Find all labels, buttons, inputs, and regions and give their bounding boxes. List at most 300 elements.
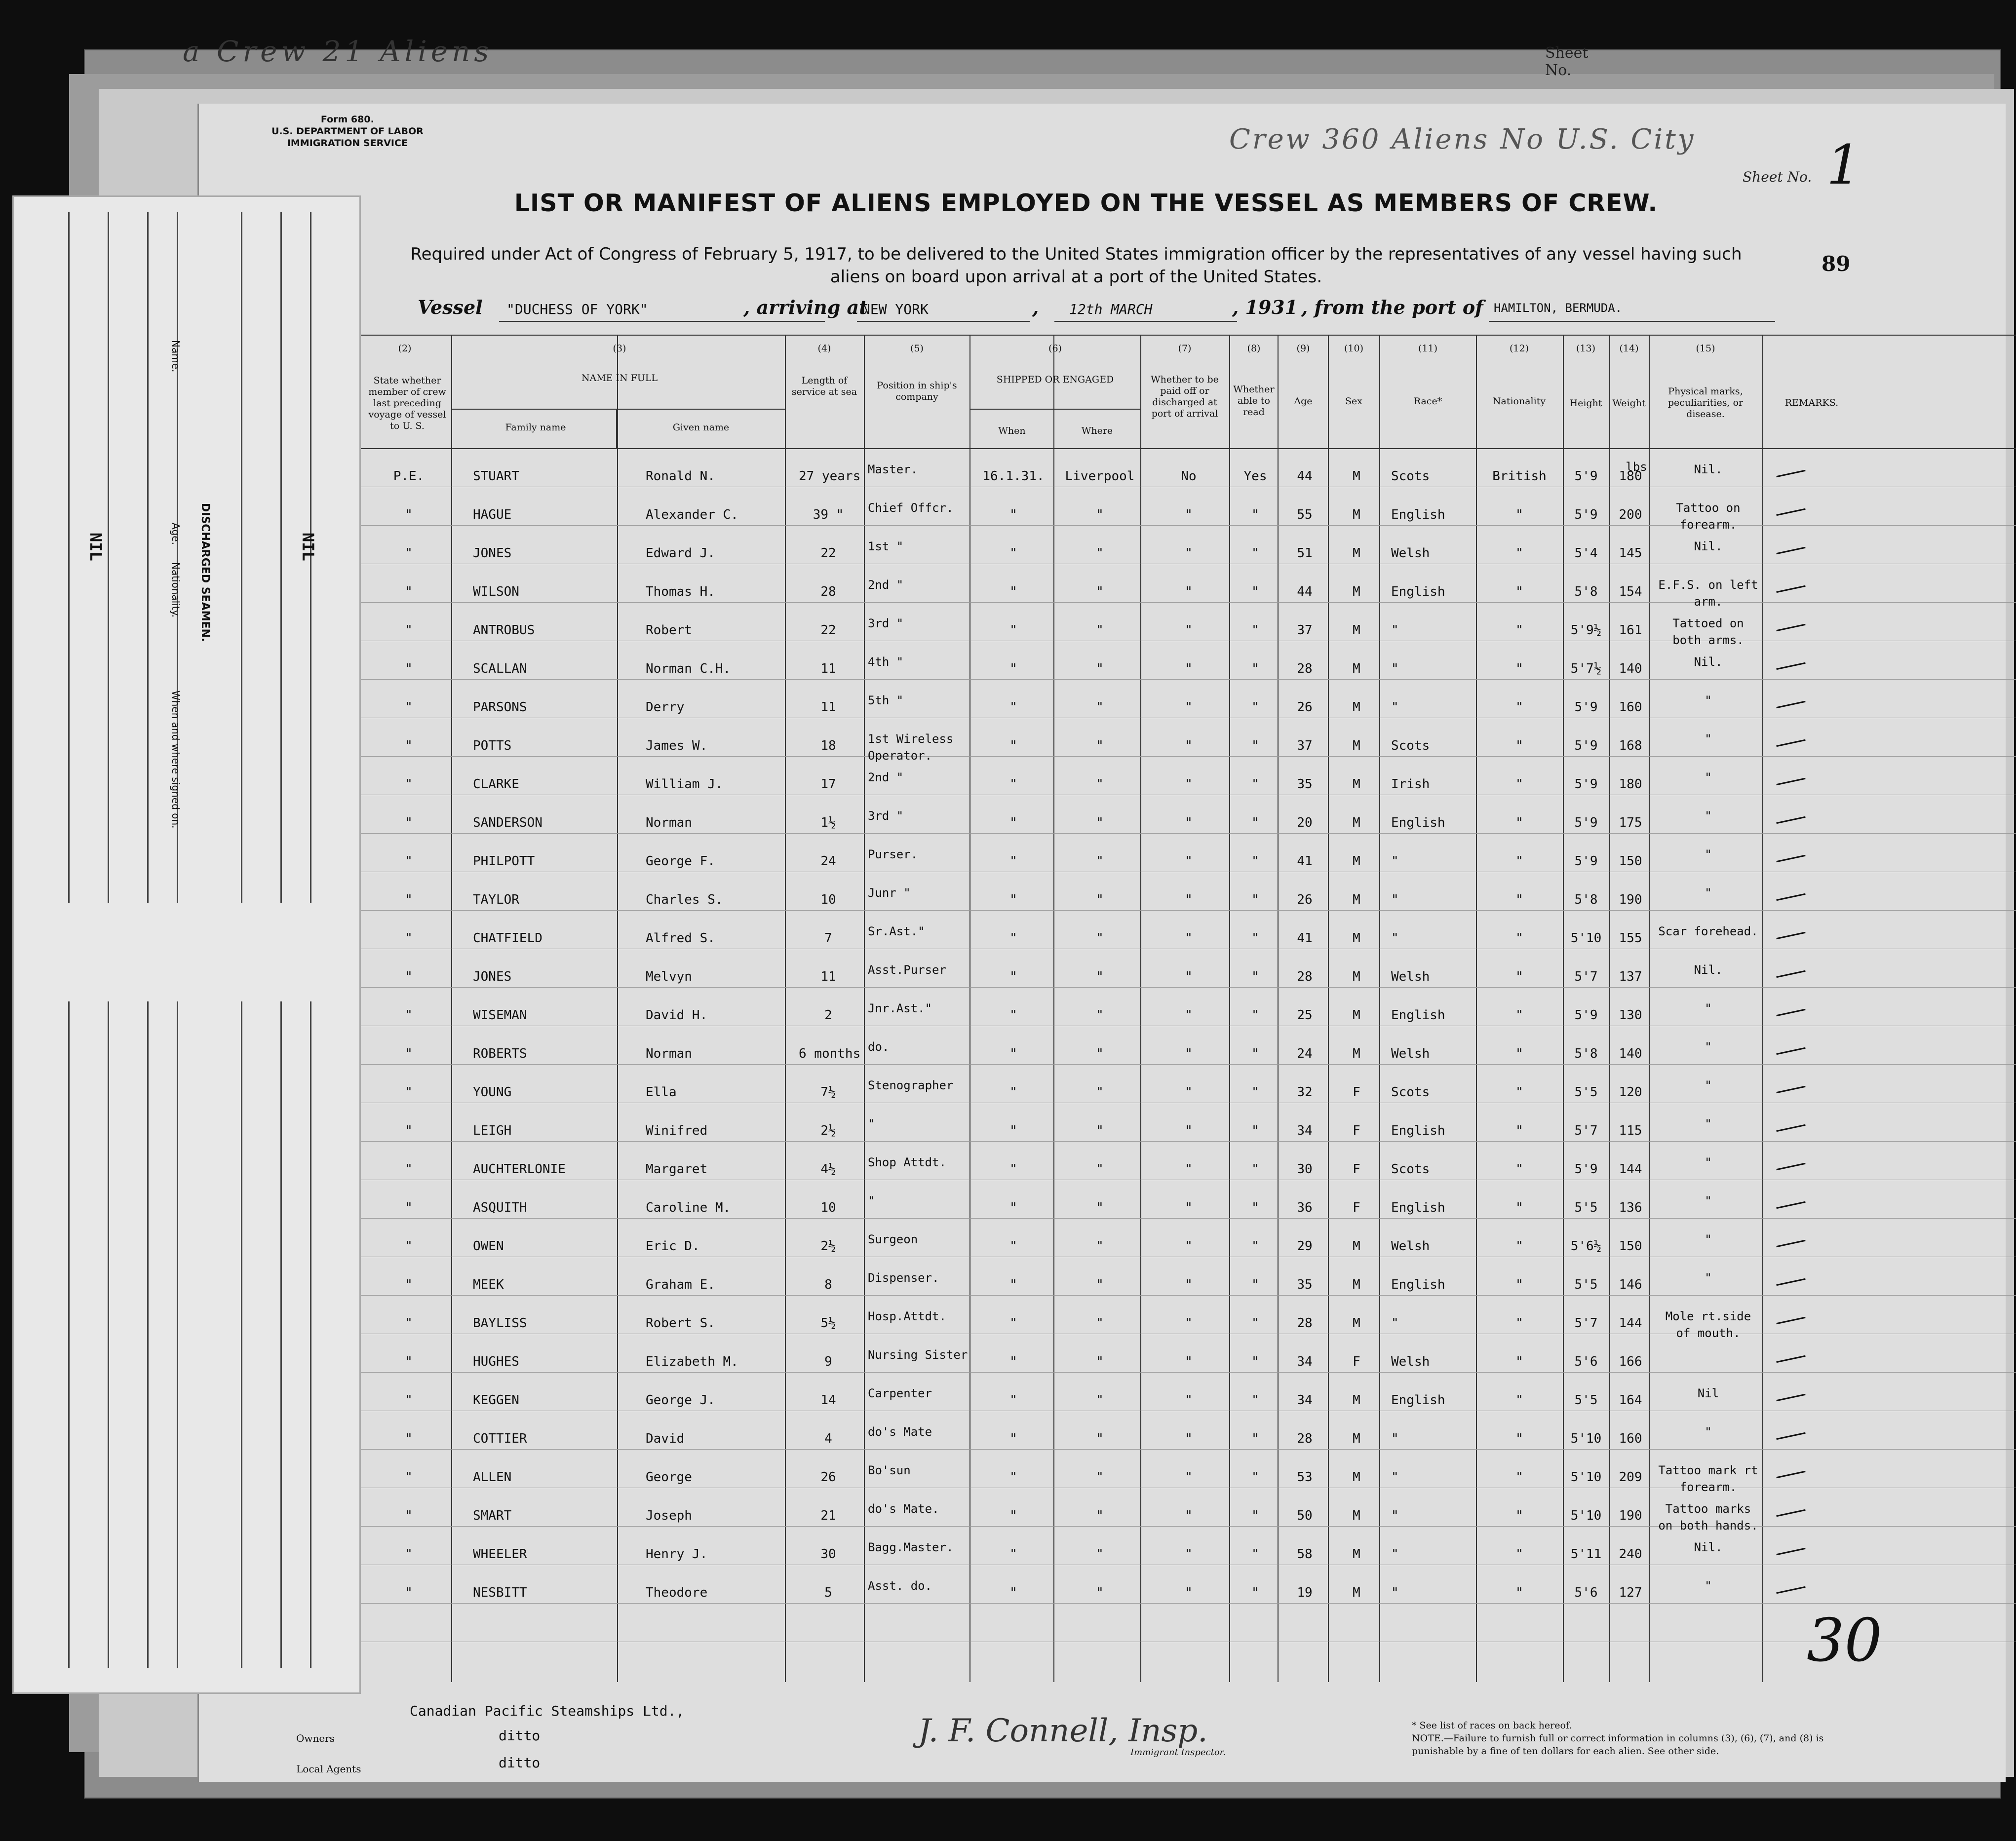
year-value: 31 [1272, 296, 1298, 318]
cell-where: " [1096, 1200, 1104, 1215]
cell-read: " [1251, 1008, 1259, 1023]
cell-family: MEEK [473, 1277, 504, 1292]
cell-weight: 130 [1619, 1008, 1642, 1023]
cell-family: ROBERTS [473, 1046, 527, 1061]
cell-paid: " [1185, 777, 1193, 792]
cell-weight: 144 [1619, 1162, 1642, 1177]
remark-tick [1776, 585, 1805, 593]
cell-family: ALLEN [473, 1470, 512, 1485]
cell-sex: M [1353, 469, 1360, 484]
cell-prev: " [405, 1200, 413, 1215]
col-remarks-header: REMARKS. [1784, 397, 1839, 408]
remark-tick [1776, 1548, 1805, 1555]
cell-read: " [1251, 623, 1259, 638]
cell-marks: Nil. [1694, 539, 1723, 553]
slip-rule [310, 1001, 311, 1668]
cell-where: " [1096, 700, 1104, 715]
cell-sex: F [1353, 1085, 1360, 1100]
cell-height: 5'10 [1570, 931, 1602, 946]
cell-given: Norman [646, 815, 692, 830]
cell-nationality: " [1515, 931, 1523, 946]
cell-paid: " [1185, 1200, 1193, 1215]
col-8-header: Whether able to read [1233, 384, 1275, 418]
table-row [359, 685, 2016, 724]
cell-when: " [1009, 1354, 1017, 1369]
cell-nationality: " [1515, 1431, 1523, 1446]
cell-given: Ronald N. [646, 469, 715, 484]
cell-when: " [1009, 623, 1017, 638]
col-2-num: (2) [398, 343, 412, 354]
remark-tick [1776, 1471, 1805, 1478]
cell-position: Shop Attdt. [868, 1155, 946, 1169]
cell-read: " [1251, 1123, 1259, 1138]
cell-read: " [1251, 969, 1259, 984]
cell-weight: 154 [1619, 584, 1642, 599]
cell-prev: " [405, 815, 413, 830]
cell-given: Alfred S. [646, 931, 715, 946]
cell-marks: " [1705, 809, 1712, 823]
cell-service: 5½ [820, 1316, 836, 1331]
cell-service: 30 [820, 1547, 836, 1562]
cell-height: 5'9 [1574, 507, 1598, 522]
cell-where: " [1096, 1008, 1104, 1023]
cell-nationality: " [1515, 1046, 1523, 1061]
cell-sex: M [1353, 584, 1360, 599]
cell-read: Yes [1243, 469, 1267, 484]
cell-sex: M [1353, 931, 1360, 946]
cell-given: Norman [646, 1046, 692, 1061]
slip-col-age: Age. [170, 523, 182, 545]
remark-tick [1776, 1278, 1805, 1286]
cell-nationality: " [1515, 700, 1523, 715]
cell-prev: " [405, 584, 413, 599]
top-handwritten-note: a Crew 21 Aliens [183, 35, 493, 68]
cell-prev: " [405, 1547, 413, 1562]
sheet-no-label: Sheet No. [1743, 169, 1812, 185]
cell-age: 44 [1297, 584, 1313, 599]
cell-sex: M [1353, 1470, 1360, 1485]
cell-where: " [1096, 1316, 1104, 1331]
page-number: 89 [1822, 252, 1851, 276]
cell-paid: No [1181, 469, 1197, 484]
cell-position: 1st " [868, 539, 904, 553]
cell-family: PHILPOTT [473, 854, 535, 869]
cell-nationality: " [1515, 892, 1523, 907]
cell-service: 27 years [799, 469, 861, 484]
col-13-num: (13) [1576, 343, 1595, 354]
cell-height: 5'5 [1574, 1200, 1598, 1215]
cell-given: George J. [646, 1393, 715, 1408]
cell-position: Nursing Sister [868, 1348, 968, 1362]
cell-marks: " [1705, 693, 1712, 707]
cell-weight: 140 [1619, 1046, 1642, 1061]
cell-height: 5'11 [1570, 1547, 1602, 1562]
cell-sex: M [1353, 1008, 1360, 1023]
cell-read: " [1251, 1585, 1259, 1600]
cell-family: STUART [473, 469, 519, 484]
from-label: , from the port of [1301, 296, 1483, 318]
cell-height: 5'9 [1574, 815, 1598, 830]
table-row [359, 647, 2016, 685]
table-row [359, 1109, 2016, 1147]
cell-age: 26 [1297, 700, 1313, 715]
cell-marks: Scar forehead. [1658, 924, 1758, 938]
cell-given: Alexander C. [646, 507, 738, 522]
cell-when: " [1009, 1508, 1017, 1523]
cell-service: 2 [824, 1008, 832, 1023]
cell-prev: " [405, 969, 413, 984]
page-title: LIST OR MANIFEST OF ALIENS EMPLOYED ON THE VESSEL AS MEMBERS OF CREW. [514, 189, 1658, 217]
cell-race: Scots [1391, 738, 1430, 753]
cell-sex: M [1353, 1431, 1360, 1446]
cell-prev: " [405, 1393, 413, 1408]
cell-age: 28 [1297, 661, 1313, 676]
cell-position: Purser. [868, 847, 918, 861]
arriving-label: , arriving at [743, 296, 868, 318]
cell-when: " [1009, 546, 1017, 561]
cell-height: 5'4 [1574, 546, 1598, 561]
cell-race: English [1391, 507, 1445, 522]
cell-age: 35 [1297, 1277, 1313, 1292]
cell-service: 22 [820, 546, 836, 561]
service: IMMIGRATION SERVICE [287, 138, 408, 149]
cell-nationality: British [1492, 469, 1547, 484]
cell-race: Welsh [1391, 1046, 1430, 1061]
cell-paid: " [1185, 815, 1193, 830]
cell-sex: M [1353, 1393, 1360, 1408]
cell-marks: " [1705, 1271, 1712, 1285]
cell-family: CLARKE [473, 777, 519, 792]
cell-height: 5'9 [1574, 1008, 1598, 1023]
table-row [359, 454, 2016, 493]
cell-race: " [1391, 854, 1399, 869]
cell-when: " [1009, 815, 1017, 830]
cell-marks: Nil [1697, 1386, 1719, 1400]
vessel-name: "DUCHESS OF YORK" [506, 301, 648, 317]
cell-service: 1½ [820, 815, 836, 830]
cell-nationality: " [1515, 1123, 1523, 1138]
cell-marks: " [1705, 732, 1712, 746]
cell-paid: " [1185, 1277, 1193, 1292]
slip-rule [68, 1001, 70, 1668]
cell-race: English [1391, 1008, 1445, 1023]
cell-marks: Tattoo marks on both hands. [1658, 1502, 1758, 1533]
cell-marks: Nil. [1694, 963, 1723, 977]
cell-read: " [1251, 1200, 1259, 1215]
cell-age: 19 [1297, 1585, 1313, 1600]
col-8-num: (8) [1247, 343, 1261, 354]
vessel-line: Vessel "DUCHESS OF YORK" , arriving at NEW YORK , 12th MARCH , 19 31 , from the port of HAMILTON, BERMUDA. [418, 296, 1780, 327]
remark-tick [1776, 1047, 1805, 1055]
slip-nil-1: NIL [86, 533, 105, 561]
cell-sex: M [1353, 1277, 1360, 1292]
cell-position: Master. [868, 462, 918, 476]
cell-given: Winifred [646, 1123, 708, 1138]
cell-nationality: " [1515, 1393, 1523, 1408]
cell-given: Robert [646, 623, 692, 638]
table-row [359, 916, 2016, 955]
cell-where: " [1096, 1547, 1104, 1562]
cell-family: COTTIER [473, 1431, 527, 1446]
table-row [359, 801, 2016, 839]
cell-height: 5'10 [1570, 1431, 1602, 1446]
cell-race: English [1391, 1123, 1445, 1138]
subtitle-line-2: aliens on board upon arrival at a port of the United States. [830, 267, 1322, 287]
col-9-header: Age [1294, 396, 1313, 407]
cell-weight: 209 [1619, 1470, 1642, 1485]
col-10-header: Sex [1345, 396, 1362, 407]
cell-prev: " [405, 1085, 413, 1100]
cell-weight: 190 [1619, 892, 1642, 907]
vessel-label: Vessel [418, 296, 483, 318]
table-row [359, 1417, 2016, 1455]
cell-read: " [1251, 1316, 1259, 1331]
cell-height: 5'10 [1570, 1508, 1602, 1523]
table-row [359, 839, 2016, 878]
cell-sex: M [1353, 1316, 1360, 1331]
cell-family: WISEMAN [473, 1008, 527, 1023]
table-row [359, 1532, 2016, 1571]
cell-read: " [1251, 815, 1259, 830]
cell-height: 5'6 [1574, 1585, 1598, 1600]
handwritten-count: 30 [1807, 1607, 1882, 1675]
slip-rule [108, 1001, 109, 1668]
cell-position: do's Mate [868, 1425, 932, 1439]
cell-prev: " [405, 1470, 413, 1485]
cell-race: " [1391, 700, 1399, 715]
cell-position: Hosp.Attdt. [868, 1309, 946, 1323]
cell-race: " [1391, 1316, 1399, 1331]
cell-given: James W. [646, 738, 708, 753]
cell-sex: M [1353, 1239, 1360, 1254]
col-5-header: Position in ship's company [877, 380, 957, 402]
cell-position: 3rd " [868, 616, 904, 630]
cell-read: " [1251, 1393, 1259, 1408]
department: U.S. DEPARTMENT OF LABOR [271, 126, 424, 137]
cell-race: " [1391, 892, 1399, 907]
cell-when: " [1009, 1393, 1017, 1408]
cell-age: 41 [1297, 931, 1313, 946]
cell-paid: " [1185, 1316, 1193, 1331]
cell-weight: 190 [1619, 1508, 1642, 1523]
cell-position: 2nd " [868, 770, 904, 784]
cell-when: " [1009, 738, 1017, 753]
cell-position: " [868, 1117, 875, 1131]
col-14-header: Weight [1612, 398, 1646, 409]
cell-sex: M [1353, 700, 1360, 715]
cell-paid: " [1185, 1085, 1193, 1100]
cell-height: 5'8 [1574, 1046, 1598, 1061]
form-header [271, 114, 424, 149]
remark-tick [1776, 1586, 1805, 1594]
cell-given: Eric D. [646, 1239, 700, 1254]
remark-tick [1776, 624, 1805, 631]
discharged-seamen-slip [12, 195, 361, 1694]
cell-given: Derry [646, 700, 685, 715]
cell-paid: " [1185, 931, 1193, 946]
cell-marks: Nil. [1694, 462, 1723, 476]
table-row [359, 608, 2016, 647]
cell-paid: " [1185, 1123, 1193, 1138]
cell-read: " [1251, 1470, 1259, 1485]
slip-rule [280, 212, 282, 903]
cell-marks: Mole rt.side of mouth. [1665, 1309, 1751, 1340]
cell-family: SMART [473, 1508, 512, 1523]
cell-prev: " [405, 546, 413, 561]
cell-where: " [1096, 1585, 1104, 1600]
cell-given: Margaret [646, 1162, 708, 1177]
cell-prev: " [405, 1277, 413, 1292]
cell-where: " [1096, 738, 1104, 753]
cell-read: " [1251, 1431, 1259, 1446]
cell-weight: 175 [1619, 815, 1642, 830]
cell-when: " [1009, 700, 1017, 715]
table-row [359, 1301, 2016, 1340]
cell-where: " [1096, 1354, 1104, 1369]
cell-paid: " [1185, 1393, 1193, 1408]
cell-height: 5'5 [1574, 1277, 1598, 1292]
cell-position: 5th " [868, 693, 904, 707]
col-4-num: (4) [817, 343, 831, 354]
cell-family: SANDERSON [473, 815, 543, 830]
cell-nationality: " [1515, 815, 1523, 830]
cell-where: " [1096, 1085, 1104, 1100]
cell-service: 21 [820, 1508, 836, 1523]
remark-tick [1776, 855, 1805, 862]
cell-weight: 137 [1619, 969, 1642, 984]
cell-weight: 240 [1619, 1547, 1642, 1562]
cell-where: " [1096, 1277, 1104, 1292]
cell-height: 5'10 [1570, 1470, 1602, 1485]
cell-where: " [1096, 1508, 1104, 1523]
col-11-num: (11) [1418, 343, 1437, 354]
cell-paid: " [1185, 1470, 1193, 1485]
table-row [359, 1070, 2016, 1109]
cell-age: 26 [1297, 892, 1313, 907]
cell-race: Scots [1391, 1085, 1430, 1100]
header-subrule [451, 409, 785, 410]
weight-unit: lbs [1626, 460, 1647, 474]
table-row [359, 1186, 2016, 1224]
cell-where: Liverpool [1065, 469, 1135, 484]
cell-age: 41 [1297, 854, 1313, 869]
col-6-when: When [998, 425, 1026, 436]
cell-family: JONES [473, 969, 512, 984]
cell-paid: " [1185, 1239, 1193, 1254]
col-3-header: NAME IN FULL [581, 373, 658, 384]
remark-tick [1776, 662, 1805, 670]
cell-sex: F [1353, 1354, 1360, 1369]
cell-marks: " [1705, 1155, 1712, 1169]
cell-prev: " [405, 623, 413, 638]
year-label: , 19 [1232, 296, 1272, 318]
arriving-at: NEW YORK [862, 301, 929, 317]
cell-sex: M [1353, 738, 1360, 753]
cell-weight: 136 [1619, 1200, 1642, 1215]
cell-sex: M [1353, 507, 1360, 522]
cell-where: " [1096, 1046, 1104, 1061]
cell-age: 30 [1297, 1162, 1313, 1177]
cell-prev: " [405, 1316, 413, 1331]
cell-race: " [1391, 1585, 1399, 1600]
cell-race: " [1391, 623, 1399, 638]
cell-age: 28 [1297, 969, 1313, 984]
port-rule [1489, 321, 1775, 322]
cell-prev: " [405, 1585, 413, 1600]
table-row [359, 1032, 2016, 1070]
remark-tick [1776, 1355, 1805, 1363]
cell-marks: " [1705, 847, 1712, 861]
cell-read: " [1251, 1085, 1259, 1100]
table-row [359, 1340, 2016, 1378]
cell-when: " [1009, 892, 1017, 907]
cell-service: 26 [820, 1470, 836, 1485]
top-strip [84, 30, 1614, 84]
cell-service: 5 [824, 1585, 832, 1600]
cell-service: 2½ [820, 1123, 836, 1138]
cell-service: 11 [820, 700, 836, 715]
cell-weight: 150 [1619, 854, 1642, 869]
inspector-label: Immigrant Inspector. [1130, 1747, 1226, 1758]
cell-read: " [1251, 1354, 1259, 1369]
cell-position: 2nd " [868, 578, 904, 592]
cell-position: Surgeon [868, 1232, 918, 1246]
cell-marks: E.F.S. on left arm. [1658, 578, 1758, 609]
cell-age: 29 [1297, 1239, 1313, 1254]
inspector-signature: J. F. Connell, Insp. [918, 1713, 1208, 1749]
cell-position: Asst.Purser [868, 963, 946, 977]
cell-race: Welsh [1391, 1354, 1430, 1369]
cell-age: 37 [1297, 623, 1313, 638]
cell-height: 5'8 [1574, 892, 1598, 907]
cell-height: 5'7 [1574, 1316, 1598, 1331]
cell-given: Norman C.H. [646, 661, 731, 676]
footer-note-text: NOTE.—Failure to furnish full or correct information in columns (3), (6), (7), and (8) is punishable by a fine of ten dollars for each alien. See other side. [1412, 1733, 1824, 1757]
cell-age: 34 [1297, 1354, 1313, 1369]
cell-given: Joseph [646, 1508, 692, 1523]
cell-position: Carpenter [868, 1386, 932, 1400]
cell-paid: " [1185, 661, 1193, 676]
col-6-num: (6) [1048, 343, 1062, 354]
footer-note [1412, 1719, 1846, 1758]
cell-nationality: " [1515, 661, 1523, 676]
cell-position: " [868, 1194, 875, 1208]
cell-height: 5'5 [1574, 1393, 1598, 1408]
col-11-header: Race* [1413, 396, 1442, 407]
remark-tick [1776, 1009, 1805, 1016]
cell-height: 5'7½ [1570, 661, 1602, 676]
cell-read: " [1251, 1162, 1259, 1177]
cell-sex: M [1353, 777, 1360, 792]
cell-marks: Tattoo on forearm. [1676, 501, 1741, 532]
col-12-header: Nationality [1492, 396, 1546, 407]
subtitle-line-1: Required under Act of Congress of February 5, 1917, to be delivered to the United States immigration officer by the representatives of any vessel having such [410, 244, 1742, 264]
cell-when: 16.1.31. [982, 469, 1045, 484]
cell-given: Elizabeth M. [646, 1354, 738, 1369]
cell-paid: " [1185, 1508, 1193, 1523]
cell-age: 55 [1297, 507, 1313, 522]
remark-tick [1776, 1163, 1805, 1170]
cell-paid: " [1185, 1585, 1193, 1600]
slip-col-when: When and where signed on. [170, 690, 182, 829]
table-row [359, 1494, 2016, 1532]
cell-sex: M [1353, 815, 1360, 830]
slip-rule [68, 212, 70, 903]
cell-age: 35 [1297, 777, 1313, 792]
cell-when: " [1009, 1547, 1017, 1562]
cell-age: 28 [1297, 1431, 1313, 1446]
cell-race: Welsh [1391, 546, 1430, 561]
